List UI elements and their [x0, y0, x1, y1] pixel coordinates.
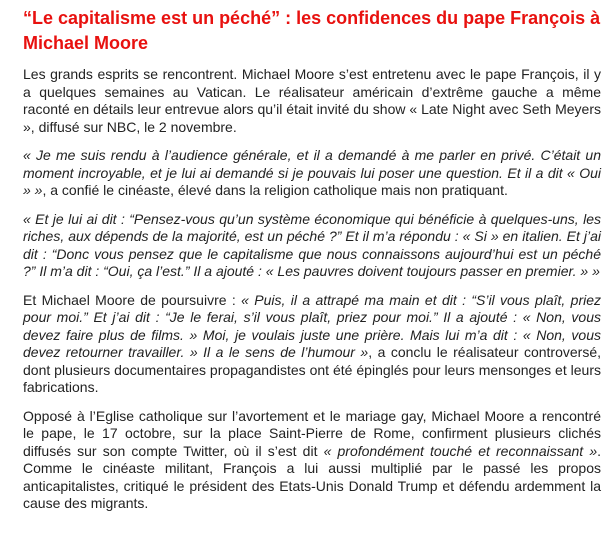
quote-capitalism: « Et je lui ai dit : “Pensez-vous qu’un système économique qui bénéficie à quelques-uns, les riches, aux dépends de la majorité, est un péché ?” Et il m’a répondu : « Si » en italien. Et j’ai dit : “Donc vous pensez que le capitalisme que nous connaissons aujourd’hui est un péché ?” Il m’a dit : “Oui, ça l’est.” Il a ajouté : « Les pauvres doivent toujours passer en premier. » »	[23, 210, 601, 279]
paragraph-context	[23, 408, 601, 513]
paragraph-intro: Les grands esprits se rencontrent. Michael Moore s’est entretenu avec le pape François, il y a quelques semaines au Vatican. Le réalisateur américain d’extrême gauche a même raconté en détails leur entrevue alors qu’il était invité du show « Late Night avec Seth Meyers », diffusé sur NBC, le 2 novembre.	[23, 66, 601, 135]
paragraph-continuation-rest: , a conclu le réalisateur controversé, dont plusieurs documentaires propagandistes ont été épinglés pour leurs mensonges et leurs fabrications.	[23, 344, 601, 395]
paragraph-capitalism-quote	[23, 211, 601, 281]
quote-audience: « Je me suis rendu à l’audience générale, et il a demandé à me parler en privé. C’était un moment incroyable, et je lui ai demandé si je pouvais lui poser une question. Et il a dit « Oui » »	[23, 147, 601, 198]
paragraph-context-rest: . Comme le cinéaste militant, François a lui aussi multiplié par le passé les propos anticapitalistes, critiqué le président des Etats-Unis Donald Trump et défendu ardemment la cause des migrants.	[23, 442, 601, 511]
paragraph-continuation-lead: Et Michael Moore de poursuivre :	[23, 291, 242, 308]
quote-touched: « profondément touché et reconnaissant »	[323, 442, 598, 459]
quote-prayer: « Puis, il a attrapé ma main et dit : “S’il vous plaît, priez pour moi.” Et j’ai dit : “Je le ferai, s’il vous plaît, priez pour moi.” Il a ajouté : « Non, vous devez faire plus de films. » Moi, je voulais juste une prière. Mais lui m’a dit : « Non, vous devez retourner travailler. » Il a le sens de l’humour »	[23, 291, 601, 360]
paragraph-context-lead: Opposé à l’Eglise catholique sur l’avortement et le mariage gay, Michael Moore a rencontré le pape, le 17 octobre, sur la place Saint-Pierre de Rome, confirment plusieurs clichés diffusés sur son compte Twitter, où il s’est dit	[23, 407, 601, 459]
paragraph-audience	[23, 147, 601, 200]
paragraph-audience-rest: , a confié le cinéaste, élevé dans la religion catholique mais non pratiquant.	[42, 182, 508, 198]
article-title: “Le capitalisme est un péché” : les confidences du pape François à Michael Moore	[23, 8, 601, 53]
paragraph-continuation	[23, 292, 601, 397]
